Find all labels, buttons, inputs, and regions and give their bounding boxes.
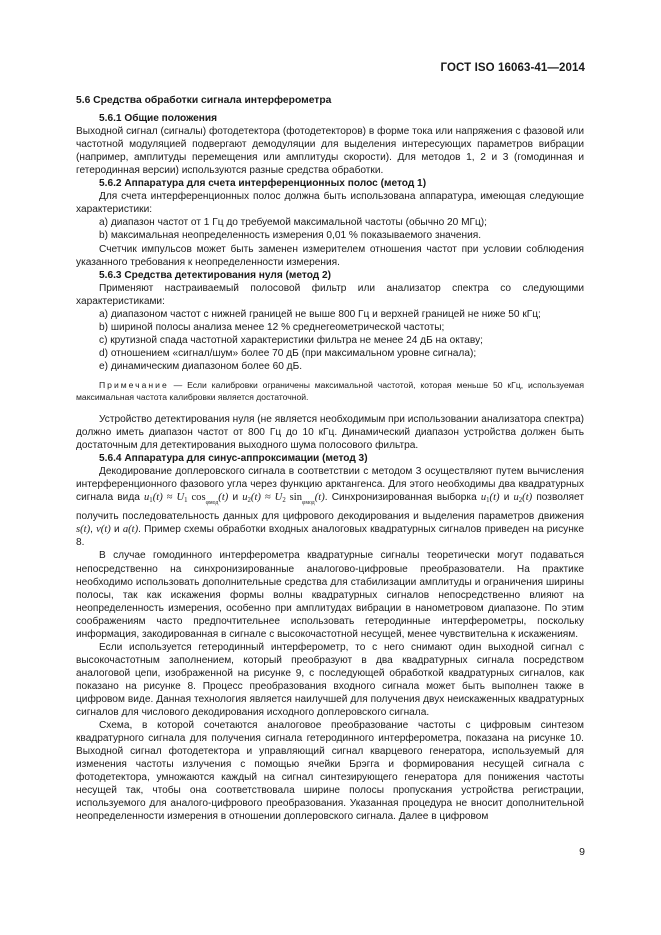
section-5-6-1-title: 5.6.1 Общие положения (99, 113, 217, 125)
section-5-6-1-paragraph (76, 125, 584, 177)
m-phi1: φ (205, 500, 209, 507)
section-5-6-4-heading: 5.6.4 Аппаратура для синус-аппроксимации (метод 3) (99, 453, 368, 465)
section-5-6-heading: 5.6 Средства обработки сигнала интерферометра (76, 95, 332, 106)
m-U2-sub: 2 (282, 497, 286, 505)
p1-text-b: . Синхронизированная выборка (324, 492, 477, 504)
section-5-6-4-paragraph-2: В случае гомодинного интерферометра квадратурные сигналы теоретически могут подаваться непосредственно на синхронизированные аналогово-цифровые преобразователи. На практике необходимо использовать дополнительные средства для стабилизации амплитуды и ограничения ширины полосы, так как искажения формы волны квадратурных сигналов непосредственно влияют на неопределенность измерения, особенно при амплитудах вибрации в нанометровом диапазоне. По этим соображениям часто предпочтительнее использовать гетеродинные интерферометры, поскольку информация, закодированная в сигнале с высокочастотной несущей, менее чувствительна к искажениям. (76, 550, 584, 640)
p1-text-d: . Пример схемы обработки входных аналоговых квадратурных сигналов приведен на рисунке 8. (76, 524, 584, 549)
m-t4: t (318, 492, 322, 504)
formula-u1: u1(t) ≈ U1 $\cos_{\varphi мод}(t)$ (144, 492, 229, 507)
p1-text-c: позволяет получить последовательность данных для цифрового декодирования и выделения параметров движения (76, 492, 584, 523)
section-5-6-3-null-detector: Устройство детектирования нуля (не является необходимым при использовании анализатора спектра) должно иметь диапазон частот от 800 Гц до 10 кГц. Динамический диапазон устройства должен быть достаточным для детектирования выходного шума полосового фильтра. (76, 413, 584, 452)
m-phi-cos (206, 500, 219, 506)
section-5-6-4-paragraph-3: Если используется гетеродинный интерферометр, то с него снимают один выходной сигнал с высокочастотным заполнением, который преобразуют в два квадратурных сигнала посредством аналоговой цепи, изображенной на рисунке 9, с последующей обработкой квадратурных сигналов, как показано на рисунке 8. Процесс преобразования входного сигнала может быть выполнен также в цифровом виде. Данная технология является наилучшей для получения двух неискаженных квадратурных сигналов для числового декодирования исходного доплеровского сигнала. (76, 641, 584, 719)
m-u2: u (242, 492, 248, 504)
section-5-6-4-paragraph-4: Схема, в которой сочетаются аналоговое преобразование частоты с цифровым синтезом квадратурного сигнала для получения сигнала гетеродинного интерферометра, показана на рисунке 10. Выходной сигнал фотодетектора и управляющий сигнал кварцевого генератора, используемый для изменения частоты излучения с помощью ячейки Брэгга и формирования несущей сигнала с фотодетектора, умножаются каждый на сигнал синтезирующего генератора для понижения частоты несущей так, чтобы она соответствовала ширине полосы пропускания устройства регистрации, используемого для аналого-цифрового преобразования. Указанная процедура не вносит дополнительной неопределенности измерения в отношении доплеровского сигнала. Далее в цифровом (76, 720, 584, 823)
m-v: v(t) (96, 524, 111, 536)
section-5-6-3-item-e: е) динамическим диапазоном более 60 дБ. (99, 360, 303, 372)
note-label: Примечание (99, 379, 169, 390)
section-5-6-2-heading: 5.6.2 Аппаратура для счета интерференционных полос (метод 1) (99, 178, 427, 190)
m-u2-sub: 2 (247, 497, 251, 505)
p1-and2: и (503, 492, 510, 504)
m-u1-sub: 1 (149, 497, 153, 505)
m-a: a(t) (122, 524, 139, 536)
note-text: — Если калибровки ограничены максимальной частотой, которая меньше 50 кГц, используемая максимальная частота калибровки является достаточной. (76, 379, 584, 402)
m-sin: sin (289, 492, 303, 504)
m-t2: t (221, 492, 225, 504)
page-body (76, 94, 584, 823)
section-5-6-2-item-a: а) диапазон частот от 1 Гц до требуемой максимальной частоты (обычно 20 МГц); (99, 217, 487, 229)
section-5-6-2-counter-text: Счетчик импульсов может быть заменен измерителем отношения частот при условии соблюдения указанного требования к неопределенности измерения. (76, 243, 584, 268)
section-5-6-3-note (76, 379, 584, 403)
m-s: s(t) (76, 524, 91, 536)
formula-u1-short: u1(t) (480, 492, 500, 505)
m-mod1: мод (208, 500, 219, 507)
m-mod2: мод (305, 500, 315, 507)
m-U1: U (176, 492, 185, 504)
p1-text-a: Декодирование доплеровского сигнала в соответствии с методом 3 осуществляют путем вычисления интерференционного фазового угла через функцию арктангенса. Для этого необходимы два квадратурных сигнала вида (76, 466, 584, 504)
section-5-6-3-item-b: b) шириной полосы анализа менее 12 % среднегеометрической частоты; (99, 321, 445, 333)
standard-header: ГОСТ ISO 16063-41—2014 (440, 62, 585, 74)
m-u1: u (144, 492, 150, 504)
m-phi2: φ (302, 500, 306, 507)
section-5-6-3-item-d: d) отношением «сигнал/шум» более 70 дБ (при максимальном уровне сигнала); (99, 347, 477, 359)
section-5-6-3-item-c: c) крутизной спада частотной характеристики фильтра не менее 24 дБ на октаву; (99, 334, 483, 346)
p1-and1: и (232, 492, 239, 504)
section-5-6-2-intro: Для счета интерференционных полос должна быть использована аппаратура, имеющая следующие характеристики: (76, 191, 584, 216)
section-5-6-4-paragraph-1: Декодирование доплеровского сигнала в соответствии с методом 3 осуществляют путем вычисления интерференционного фазового угла через функцию арктангенса. Для этого необходимы два квадратурных сигнала вида u1(t) ≈ U1 $\cos_{\varphi мод}(t)$ и u2(t) ≈ U2 $\sin_{\varphi мод}(t)$. Синхронизированная выборка u1(t) и u2(t) позволяет получить последовательность данных для цифрового декодирования и выделения параметров движения s(t), v(t) и a(t). Пример схемы обработки входных аналоговых квадратурных сигналов приведен на рисунке 8. (76, 466, 584, 549)
m-t5: t (493, 492, 497, 504)
m-t6: t (525, 492, 529, 504)
m-t1: t (156, 492, 160, 504)
m-U2: U (274, 492, 283, 504)
m-u1b: u (480, 492, 487, 504)
m-cos: cos (191, 492, 206, 504)
m-U1-sub: 1 (184, 497, 188, 505)
formula-u2-short: u2(t) (513, 492, 533, 505)
section-5-6-3-item-a: а) диапазоном частот с нижней границей не выше 800 Гц и верхней границей не ниже 50 кГц; (99, 308, 541, 320)
m-u1b-sub: 1 (486, 497, 490, 505)
formula-u2: u2(t) ≈ U2 $\sin_{\varphi мод}(t)$ (242, 492, 325, 507)
page-number: 9 (579, 846, 585, 858)
section-5-6-3-heading: 5.6.3 Средства детектирования нуля (метод 2) (99, 269, 332, 281)
m-u2b-sub: 2 (518, 497, 523, 505)
section-5-6-2-item-b: b) максимальная неопределенность измерения 0,01 % показываемого значения. (99, 230, 482, 242)
section-5-6-1-text: Выходной сигнал (сигналы) фотодетектора (фотодетекторов) в форме тока или напряжения с фазовой или частотной модуляцией подвергают демодуляции для выделения интересующих параметров вибрации (например, амплитуды перемещения или амплитуды скорости). Для методов 1, 2 и 3 (гомодинная и гетеродинная версии) используются разные средства обработки. (76, 126, 584, 177)
section-5-6-3-intro: Применяют настраиваемый полосовой фильтр или анализатор спектра со следующими характеристиками: (76, 282, 584, 307)
m-t3: t (254, 492, 258, 504)
m-u2b: u (513, 492, 519, 504)
section-5-6-1-heading (76, 112, 584, 125)
m-phi-sin (302, 500, 315, 506)
